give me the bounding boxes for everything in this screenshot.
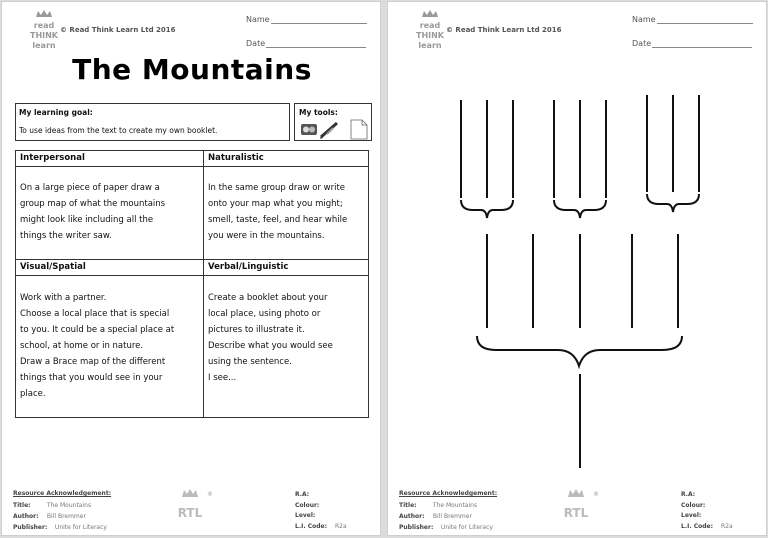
text-line: place. xyxy=(20,389,46,399)
text-line: onto your map what you might; xyxy=(208,199,343,209)
footer-publisher-value: Unite for Literacy xyxy=(440,524,493,531)
interpersonal-heading: Interpersonal xyxy=(16,151,203,167)
worksheet-page-left xyxy=(1,1,381,536)
text-line: things the writer saw. xyxy=(20,231,112,241)
tools-box xyxy=(294,103,372,141)
learning-goal-box xyxy=(15,103,290,141)
text-line: Choose a local place that is special xyxy=(20,309,170,319)
footer-title-label: Title: xyxy=(399,502,417,509)
naturalistic-text xyxy=(204,180,368,244)
ra-column xyxy=(295,490,347,532)
footer-author-value: Bill Bremmer xyxy=(432,513,472,520)
ra-label: R.A: xyxy=(681,491,696,498)
svg-text:THINK: THINK xyxy=(416,31,444,40)
li-code-value: R2a xyxy=(335,522,347,530)
date-line[interactable] xyxy=(266,40,366,48)
resource-footer xyxy=(399,487,759,533)
text-line: smell, taste, feel, and hear while xyxy=(208,215,348,225)
name-line[interactable] xyxy=(271,16,367,24)
date-label: Date xyxy=(632,39,652,48)
resource-acknowledgement-heading: Resource Acknowledgement: xyxy=(399,490,498,497)
footer-author-row xyxy=(399,513,472,520)
svg-text:learn: learn xyxy=(418,41,442,50)
read-think-learn-logo xyxy=(30,9,58,53)
li-code-label: L.I. Code: xyxy=(681,522,713,530)
ra-label: R.A: xyxy=(295,491,310,498)
name-label: Name xyxy=(632,15,656,24)
svg-text:read: read xyxy=(419,21,441,30)
text-line: might look like including all the xyxy=(20,215,154,225)
text-line: to you. It could be a special place at xyxy=(20,325,175,335)
learning-goal-text: To use ideas from the text to create my own booklet. xyxy=(19,126,218,135)
visual-spatial-heading: Visual/Spatial xyxy=(16,260,203,276)
li-code-row xyxy=(295,522,347,533)
verbal-linguistic-text xyxy=(204,290,368,386)
paper-icon xyxy=(351,120,367,139)
learning-goal-heading: My learning goal: xyxy=(19,108,93,117)
text-line: using the sentence. xyxy=(208,357,292,367)
page-title: The Mountains xyxy=(72,53,312,86)
footer-title-row xyxy=(399,502,477,509)
level-row xyxy=(295,511,347,522)
footer-title-value: The Mountains xyxy=(46,502,92,509)
svg-text:learn: learn xyxy=(32,41,56,50)
registered-mark: ® xyxy=(593,491,599,498)
tools-icons xyxy=(299,118,369,140)
li-code-label: L.I. Code: xyxy=(295,522,327,530)
footer-publisher-label: Publisher: xyxy=(399,524,434,531)
interpersonal-text xyxy=(16,180,203,244)
rtl-logo-text: RTL xyxy=(177,506,203,520)
colour-label: Colour: xyxy=(681,501,706,509)
verbal-linguistic-heading: Verbal/Linguistic xyxy=(204,260,368,276)
text-line: group map of what the mountains xyxy=(20,199,166,209)
text-line: Create a booklet about your xyxy=(208,293,328,303)
tape-icon xyxy=(301,124,317,135)
brace-map-diagram xyxy=(388,2,767,482)
naturalistic-heading: Naturalistic xyxy=(204,151,368,167)
footer-author-row xyxy=(13,513,86,520)
ra-row xyxy=(681,490,733,501)
brace-bottom xyxy=(477,336,682,366)
level-row xyxy=(681,511,733,522)
footer-publisher-row xyxy=(13,524,107,531)
worksheet-page-right xyxy=(387,1,767,536)
footer-author-label: Author: xyxy=(399,513,425,520)
copyright-text: © Read Think Learn Ltd 2016 xyxy=(446,26,562,34)
ra-column xyxy=(681,490,733,532)
colour-label: Colour: xyxy=(295,501,320,509)
text-line: On a large piece of paper draw a xyxy=(20,183,160,193)
text-line: local place, using photo or xyxy=(208,309,321,319)
text-line: Draw a Brace map of the different xyxy=(20,357,166,367)
text-line: pictures to illustrate it. xyxy=(208,325,305,335)
footer-publisher-row xyxy=(399,524,493,531)
svg-text:read: read xyxy=(33,21,55,30)
brace-top-1 xyxy=(461,200,513,218)
text-line: Work with a partner. xyxy=(20,293,107,303)
rtl-logo xyxy=(175,487,215,523)
footer-author-label: Author: xyxy=(13,513,39,520)
text-line: Describe what you would see xyxy=(208,341,333,351)
li-code-value: R2a xyxy=(721,522,733,530)
rtl-logo-text: RTL xyxy=(563,506,589,520)
multiple-intelligences-grid xyxy=(15,150,369,418)
text-line: you were in the mountains. xyxy=(208,231,325,241)
colour-row xyxy=(295,501,347,512)
ra-row xyxy=(295,490,347,501)
tools-heading: My tools: xyxy=(299,108,338,117)
resource-acknowledgement-heading: Resource Acknowledgement: xyxy=(13,490,112,497)
footer-author-value: Bill Bremmer xyxy=(46,513,86,520)
footer-publisher-label: Publisher: xyxy=(13,524,48,531)
level-label: Level: xyxy=(295,512,316,519)
brace-top-3 xyxy=(647,194,699,212)
name-label: Name xyxy=(246,15,270,24)
footer-publisher-value: Unite for Literacy xyxy=(54,524,107,531)
date-field[interactable] xyxy=(246,39,366,48)
rtl-logo xyxy=(561,487,601,523)
level-label: Level: xyxy=(681,512,702,519)
name-field[interactable] xyxy=(246,15,367,24)
colour-row xyxy=(681,501,733,512)
text-line: school, at home or in nature. xyxy=(20,341,144,351)
svg-text:THINK: THINK xyxy=(30,31,58,40)
text-line: things that you would see in your xyxy=(20,373,163,383)
resource-footer xyxy=(13,487,373,533)
visual-spatial-text xyxy=(16,290,203,402)
copyright-text: © Read Think Learn Ltd 2016 xyxy=(60,26,176,34)
brace-top-2 xyxy=(554,200,606,218)
date-label: Date xyxy=(246,39,266,48)
pencil-icon xyxy=(320,123,337,139)
registered-mark: ® xyxy=(207,491,213,498)
footer-title-value: The Mountains xyxy=(432,502,478,509)
text-line: I see... xyxy=(208,373,237,383)
text-line: In the same group draw or write xyxy=(208,183,346,193)
li-code-row xyxy=(681,522,733,533)
footer-title-label: Title: xyxy=(13,502,31,509)
footer-title-row xyxy=(13,502,91,509)
